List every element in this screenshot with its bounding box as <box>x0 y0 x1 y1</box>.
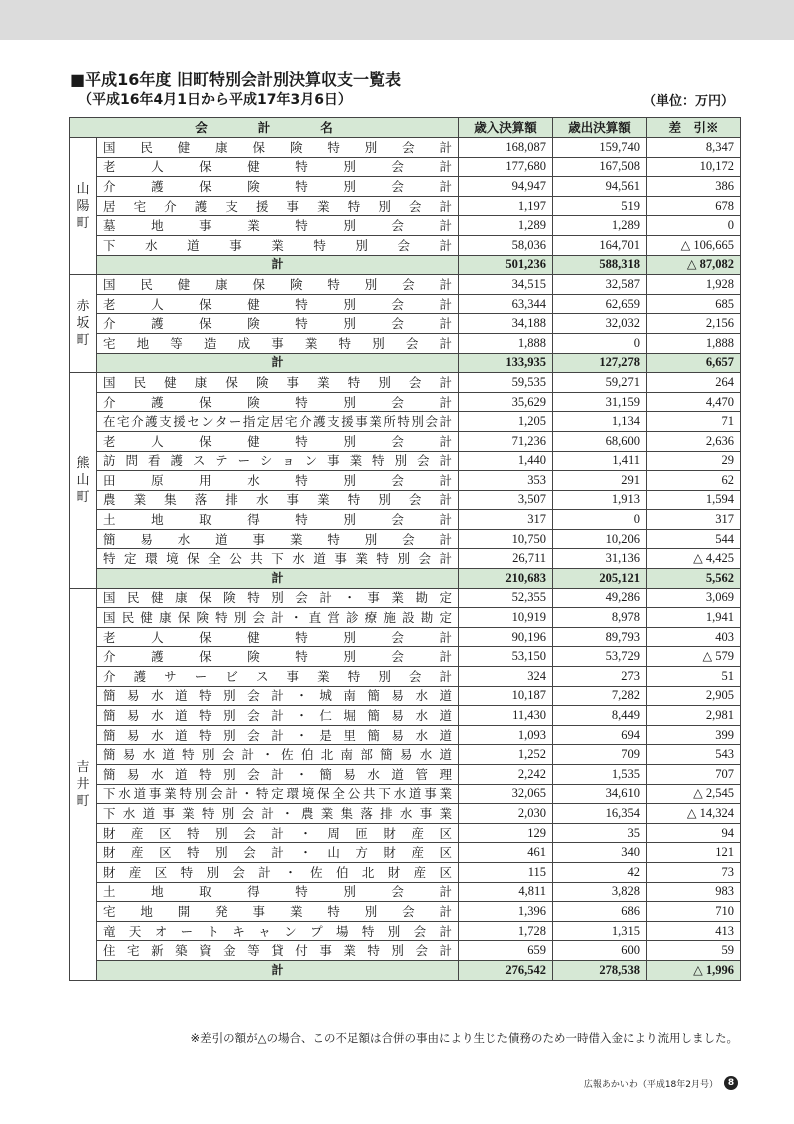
difference-cell: 403 <box>647 627 741 647</box>
subtotal-revenue: 210,683 <box>459 569 553 589</box>
table-header-row <box>70 118 741 138</box>
subtotal-difference: 6,657 <box>647 353 741 373</box>
table-row <box>70 843 741 863</box>
table-row <box>70 177 741 197</box>
subtotal-revenue: 501,236 <box>459 255 553 275</box>
table-row <box>70 745 741 765</box>
table-row <box>70 862 741 882</box>
revenue-cell: 35,629 <box>459 392 553 412</box>
expense-cell: 291 <box>553 471 647 491</box>
town-name-char: 町 <box>76 215 90 231</box>
expense-cell: 1,411 <box>553 451 647 471</box>
expense-cell: 68,600 <box>553 431 647 451</box>
account-name-cell: 介護保険特別会計 <box>97 177 459 197</box>
town-name <box>70 373 97 589</box>
difference-cell: 2,981 <box>647 706 741 726</box>
table-row <box>70 549 741 569</box>
difference-cell: 707 <box>647 765 741 785</box>
subtotal-expense: 205,121 <box>553 569 647 589</box>
table-row <box>70 392 741 412</box>
table-row <box>70 784 741 804</box>
table-row <box>70 588 741 608</box>
revenue-cell: 94,947 <box>459 177 553 197</box>
account-name-cell: 下水道事業特別会計 <box>97 235 459 255</box>
revenue-cell: 2,242 <box>459 765 553 785</box>
expense-cell: 3,828 <box>553 882 647 902</box>
page-title: ■平成16年度 旧町特別会計別決算収支一覧表 <box>70 70 401 89</box>
expense-cell: 7,282 <box>553 686 647 706</box>
account-name-cell: 下水道事業特別会計・特定環境保全公共下水道事業 <box>97 784 459 804</box>
account-name-cell: 宅地開発事業特別会計 <box>97 902 459 922</box>
account-name-cell: 訪問看護ステーション事業特別会計 <box>97 451 459 471</box>
town-name-char: 吉 <box>76 759 90 775</box>
town-name-char: 町 <box>76 489 90 505</box>
revenue-cell: 26,711 <box>459 549 553 569</box>
table-row <box>70 921 741 941</box>
expense-cell: 159,740 <box>553 138 647 158</box>
account-name-cell: 国民健康保険特別会計 <box>97 275 459 295</box>
difference-cell: 59 <box>647 941 741 961</box>
account-name-cell: 国民健康保険事業特別会計 <box>97 373 459 393</box>
subtotal-revenue: 133,935 <box>459 353 553 373</box>
header-difference: 差 引※ <box>647 118 741 138</box>
expense-cell: 1,913 <box>553 490 647 510</box>
expense-cell: 16,354 <box>553 804 647 824</box>
account-name-cell: 田原用水特別会計 <box>97 471 459 491</box>
account-name-cell: 宅地等造成事業特別会計 <box>97 333 459 353</box>
table-row <box>70 275 741 295</box>
account-name-cell: 財産区特別会計・周匝財産区 <box>97 823 459 843</box>
settlement-table <box>69 117 741 981</box>
revenue-cell: 168,087 <box>459 138 553 158</box>
revenue-cell: 52,355 <box>459 588 553 608</box>
difference-cell: 8,347 <box>647 138 741 158</box>
town-name <box>70 275 97 373</box>
account-name-cell: 老人保健特別会計 <box>97 294 459 314</box>
difference-cell: 544 <box>647 529 741 549</box>
table-row <box>70 333 741 353</box>
difference-cell: △ 106,665 <box>647 235 741 255</box>
table-row <box>70 235 741 255</box>
difference-cell: 1,928 <box>647 275 741 295</box>
expense-cell: 694 <box>553 725 647 745</box>
town-name-char: 町 <box>76 333 90 349</box>
difference-cell: 73 <box>647 862 741 882</box>
expense-cell: 1,315 <box>553 921 647 941</box>
expense-cell: 273 <box>553 667 647 687</box>
revenue-cell: 115 <box>459 862 553 882</box>
account-name-cell: 簡易水道特別会計・佐伯北南部簡易水道 <box>97 745 459 765</box>
unit-label: （単位：万円） <box>642 94 734 109</box>
account-name-cell: 土地取得特別会計 <box>97 510 459 530</box>
publication-name: 広報あかいわ（平成18年2月号） <box>583 1079 718 1090</box>
difference-cell: 543 <box>647 745 741 765</box>
account-name-cell: 居宅介護支援事業特別会計 <box>97 196 459 216</box>
difference-cell: 386 <box>647 177 741 197</box>
header-account-name: 会 計 名 <box>70 118 459 138</box>
account-name-cell: 国民健康保険特別会計・事業勘定 <box>97 588 459 608</box>
table-row <box>70 373 741 393</box>
account-name-cell: 老人保健特別会計 <box>97 157 459 177</box>
expense-cell: 32,032 <box>553 314 647 334</box>
revenue-cell: 59,535 <box>459 373 553 393</box>
table-row <box>70 902 741 922</box>
expense-cell: 10,206 <box>553 529 647 549</box>
expense-cell: 1,134 <box>553 412 647 432</box>
revenue-cell: 1,093 <box>459 725 553 745</box>
subtotal-row <box>70 353 741 373</box>
difference-cell: 29 <box>647 451 741 471</box>
difference-cell: 62 <box>647 471 741 491</box>
town-name-char: 町 <box>76 793 90 809</box>
footnote: ※差引の額が△の場合、この不足額は合併の事由により生じた債務のため一時借入金により流用しました。 <box>190 1031 738 1045</box>
table-row <box>70 294 741 314</box>
difference-cell: 1,594 <box>647 490 741 510</box>
expense-cell: 35 <box>553 823 647 843</box>
subtotal-difference: △ 87,082 <box>647 255 741 275</box>
revenue-cell: 1,205 <box>459 412 553 432</box>
revenue-cell: 1,396 <box>459 902 553 922</box>
table-row <box>70 882 741 902</box>
expense-cell: 164,701 <box>553 235 647 255</box>
revenue-cell: 1,252 <box>459 745 553 765</box>
revenue-cell: 461 <box>459 843 553 863</box>
subtotal-label: 計 <box>97 569 459 589</box>
table-row <box>70 157 741 177</box>
revenue-cell: 34,188 <box>459 314 553 334</box>
account-name-cell: 国民健康保険特別会計・直営診療施設勘定 <box>97 608 459 628</box>
table-row <box>70 490 741 510</box>
expense-cell: 519 <box>553 196 647 216</box>
revenue-cell: 1,197 <box>459 196 553 216</box>
subtotal-difference: △ 1,996 <box>647 960 741 980</box>
subtotal-row <box>70 255 741 275</box>
account-name-cell: 在宅介護支援センター指定居宅介護支援事業所特別会計 <box>97 412 459 432</box>
town-name <box>70 138 97 275</box>
account-name-cell: 介護保険特別会計 <box>97 647 459 667</box>
table-row <box>70 412 741 432</box>
table-row <box>70 667 741 687</box>
difference-cell: 4,470 <box>647 392 741 412</box>
town-name-char: 山 <box>76 181 90 197</box>
difference-cell: 264 <box>647 373 741 393</box>
expense-cell: 53,729 <box>553 647 647 667</box>
subtotal-expense: 588,318 <box>553 255 647 275</box>
town-name <box>70 588 97 980</box>
revenue-cell: 353 <box>459 471 553 491</box>
table-row <box>70 725 741 745</box>
difference-cell: 2,636 <box>647 431 741 451</box>
revenue-cell: 3,507 <box>459 490 553 510</box>
account-name-cell: 老人保健特別会計 <box>97 431 459 451</box>
table-row <box>70 765 741 785</box>
account-name-cell: 簡易水道特別会計・仁堀簡易水道 <box>97 706 459 726</box>
expense-cell: 8,978 <box>553 608 647 628</box>
expense-cell: 32,587 <box>553 275 647 295</box>
expense-cell: 8,449 <box>553 706 647 726</box>
expense-cell: 167,508 <box>553 157 647 177</box>
expense-cell: 62,659 <box>553 294 647 314</box>
table-row <box>70 314 741 334</box>
town-name-char: 赤 <box>76 299 90 315</box>
account-name-cell: 簡易水道特別会計・簡易水道管理 <box>97 765 459 785</box>
expense-cell: 1,289 <box>553 216 647 236</box>
expense-cell: 59,271 <box>553 373 647 393</box>
town-name-char: 井 <box>76 776 90 792</box>
table-row <box>70 431 741 451</box>
table-row <box>70 706 741 726</box>
revenue-cell: 10,187 <box>459 686 553 706</box>
account-name-cell: 介護保険特別会計 <box>97 314 459 334</box>
difference-cell: 413 <box>647 921 741 941</box>
revenue-cell: 11,430 <box>459 706 553 726</box>
table-row <box>70 529 741 549</box>
difference-cell: 678 <box>647 196 741 216</box>
subtotal-label: 計 <box>97 960 459 980</box>
table-row <box>70 138 741 158</box>
account-name-cell: 老人保健特別会計 <box>97 627 459 647</box>
account-name-cell: 簡易水道特別会計・城南簡易水道 <box>97 686 459 706</box>
difference-cell: 3,069 <box>647 588 741 608</box>
revenue-cell: 71,236 <box>459 431 553 451</box>
account-name-cell: 農業集落排水事業特別会計 <box>97 490 459 510</box>
expense-cell: 94,561 <box>553 177 647 197</box>
account-name-cell: 財産区特別会計・佐伯北財産区 <box>97 862 459 882</box>
expense-cell: 34,610 <box>553 784 647 804</box>
difference-cell: 399 <box>647 725 741 745</box>
difference-cell: 1,888 <box>647 333 741 353</box>
revenue-cell: 10,750 <box>459 529 553 549</box>
difference-cell: 51 <box>647 667 741 687</box>
subtotal-expense: 278,538 <box>553 960 647 980</box>
table-row <box>70 647 741 667</box>
account-name-cell: 下水道事業特別会計・農業集落排水事業 <box>97 804 459 824</box>
difference-cell: 121 <box>647 843 741 863</box>
account-name-cell: 住宅新築資金等貸付事業特別会計 <box>97 941 459 961</box>
revenue-cell: 1,728 <box>459 921 553 941</box>
account-name-cell: 竜天オートキャンプ場特別会計 <box>97 921 459 941</box>
subtotal-expense: 127,278 <box>553 353 647 373</box>
expense-cell: 42 <box>553 862 647 882</box>
expense-cell: 1,535 <box>553 765 647 785</box>
difference-cell: 94 <box>647 823 741 843</box>
subtotal-revenue: 276,542 <box>459 960 553 980</box>
top-band <box>0 0 794 40</box>
revenue-cell: 34,515 <box>459 275 553 295</box>
difference-cell: 317 <box>647 510 741 530</box>
table-row <box>70 686 741 706</box>
account-name-cell: 介護サービス事業特別会計 <box>97 667 459 687</box>
expense-cell: 686 <box>553 902 647 922</box>
revenue-cell: 1,440 <box>459 451 553 471</box>
difference-cell: 710 <box>647 902 741 922</box>
expense-cell: 89,793 <box>553 627 647 647</box>
town-name-char: 熊 <box>76 455 90 471</box>
revenue-cell: 53,150 <box>459 647 553 667</box>
difference-cell: 685 <box>647 294 741 314</box>
subtotal-row <box>70 960 741 980</box>
town-name-char: 山 <box>76 472 90 488</box>
revenue-cell: 32,065 <box>459 784 553 804</box>
table-row <box>70 451 741 471</box>
difference-cell: △ 14,324 <box>647 804 741 824</box>
revenue-cell: 659 <box>459 941 553 961</box>
revenue-cell: 4,811 <box>459 882 553 902</box>
difference-cell: 0 <box>647 216 741 236</box>
account-name-cell: 国民健康保険特別会計 <box>97 138 459 158</box>
difference-cell: △ 579 <box>647 647 741 667</box>
expense-cell: 340 <box>553 843 647 863</box>
difference-cell: 10,172 <box>647 157 741 177</box>
difference-cell: 71 <box>647 412 741 432</box>
subtotal-label: 計 <box>97 353 459 373</box>
revenue-cell: 1,289 <box>459 216 553 236</box>
expense-cell: 709 <box>553 745 647 765</box>
expense-cell: 0 <box>553 333 647 353</box>
table-row <box>70 823 741 843</box>
header-expense: 歳出決算額 <box>553 118 647 138</box>
table-row <box>70 471 741 491</box>
subtotal-label: 計 <box>97 255 459 275</box>
town-name-char: 陽 <box>76 198 90 214</box>
table-row <box>70 627 741 647</box>
table-row <box>70 510 741 530</box>
account-name-cell: 土地取得特別会計 <box>97 882 459 902</box>
table-row <box>70 196 741 216</box>
table-row <box>70 608 741 628</box>
page-number: 8 <box>724 1076 738 1090</box>
subtotal-row <box>70 569 741 589</box>
account-name-cell: 財産区特別会計・山方財産区 <box>97 843 459 863</box>
expense-cell: 31,159 <box>553 392 647 412</box>
expense-cell: 49,286 <box>553 588 647 608</box>
revenue-cell: 58,036 <box>459 235 553 255</box>
account-name-cell: 特定環境保全公共下水道事業特別会計 <box>97 549 459 569</box>
difference-cell: 1,941 <box>647 608 741 628</box>
difference-cell: 2,905 <box>647 686 741 706</box>
revenue-cell: 129 <box>459 823 553 843</box>
difference-cell: 983 <box>647 882 741 902</box>
account-name-cell: 介護保険特別会計 <box>97 392 459 412</box>
revenue-cell: 63,344 <box>459 294 553 314</box>
table-row <box>70 804 741 824</box>
account-name-cell: 墓地事業特別会計 <box>97 216 459 236</box>
subtotal-difference: 5,562 <box>647 569 741 589</box>
revenue-cell: 90,196 <box>459 627 553 647</box>
expense-cell: 600 <box>553 941 647 961</box>
revenue-cell: 177,680 <box>459 157 553 177</box>
table-row <box>70 216 741 236</box>
table-row <box>70 941 741 961</box>
expense-cell: 31,136 <box>553 549 647 569</box>
revenue-cell: 10,919 <box>459 608 553 628</box>
revenue-cell: 1,888 <box>459 333 553 353</box>
town-name-char: 坂 <box>76 316 90 332</box>
page-subtitle: （平成16年4月1日から平成17年3月6日） <box>78 92 352 108</box>
page-footer <box>584 1076 738 1090</box>
account-name-cell: 簡易水道特別会計・是里簡易水道 <box>97 725 459 745</box>
difference-cell: △ 4,425 <box>647 549 741 569</box>
revenue-cell: 317 <box>459 510 553 530</box>
revenue-cell: 2,030 <box>459 804 553 824</box>
difference-cell: △ 2,545 <box>647 784 741 804</box>
revenue-cell: 324 <box>459 667 553 687</box>
expense-cell: 0 <box>553 510 647 530</box>
difference-cell: 2,156 <box>647 314 741 334</box>
header-revenue: 歳入決算額 <box>459 118 553 138</box>
table-body <box>70 138 741 981</box>
account-name-cell: 簡易水道事業特別会計 <box>97 529 459 549</box>
